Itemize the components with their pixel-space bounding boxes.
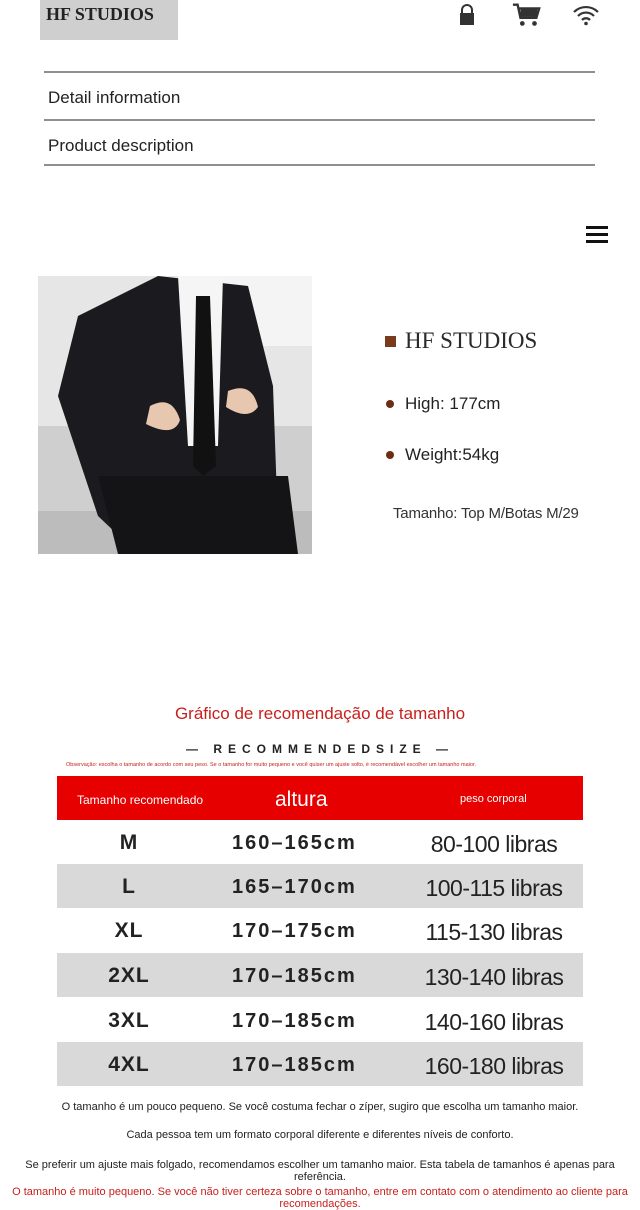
product-description-link[interactable]: Product description [48,136,194,155]
weight-cell: 140-160 libras [424,1009,564,1035]
table-row [57,1042,583,1086]
menu-icon[interactable] [586,226,608,244]
divider [44,164,595,166]
header-weight: peso corporal [460,793,527,805]
table-row [57,820,583,864]
size-cell: 4XL [108,1053,150,1076]
height-cell: 170–185cm [232,1054,357,1076]
square-bullet-icon [385,336,396,347]
header-height: altura [275,788,328,811]
size-cell: L [122,875,136,898]
size-note-warning: O tamanho é muito pequeno. Se você não tiver certeza sobre o tamanho, entre em contato com o atendimento ao cliente para recomendações. [12,1186,628,1210]
dot-bullet-icon [386,451,394,459]
height-cell: 165–170cm [232,876,357,898]
table-row [57,908,583,952]
dot-bullet-icon [386,400,394,408]
model-photo [38,276,312,554]
size-note: Se preferir um ajuste mais folgado, recomendamos escolher um tamanho maior. Esta tabela de tamanhos é apenas para referência. [25,1159,615,1183]
table-row [57,998,583,1042]
height-cell: 170–175cm [232,920,357,942]
cart-icon[interactable] [512,2,542,28]
size-note: O tamanho é um pouco pequeno. Se você costuma fechar o zíper, sugiro que escolha um tamanho maior. [61,1101,579,1113]
size-chart-title: Gráfico de recomendação de tamanho [174,704,466,723]
model-brand-label: HF STUDIOS [405,328,538,353]
weight-cell: 160-180 libras [424,1053,564,1079]
size-chart-observation: Observação: escolha o tamanho de acordo com seu peso. Se o tamanho for muito pequeno e você quiser um ajuste solto, é recomendável escolher um tamanho maior. [66,762,476,768]
table-row [57,953,583,997]
size-chart-subtitle: — RECOMMENDEDSIZE — [185,742,454,756]
weight-cell: 80-100 libras [430,831,558,857]
model-weight-text: Weight:54kg [405,445,500,464]
brand-name: HF STUDIOS [46,4,154,24]
weight-cell: 115-130 libras [425,919,563,945]
header-size: Tamanho recomendado [77,793,204,807]
size-note: Cada pessoa tem um formato corporal diferente e diferentes níveis de conforto. [126,1129,514,1141]
size-cell: 2XL [108,964,150,987]
detail-information-link[interactable]: Detail information [48,88,181,107]
size-cell: 3XL [108,1009,150,1032]
model-size: Tamanho: Top M/Botas M/29 [393,505,579,522]
wifi-icon[interactable] [571,2,601,28]
divider [44,119,595,121]
lock-icon[interactable] [452,2,482,28]
height-cell: 160–165cm [232,832,357,854]
height-cell: 170–185cm [232,965,357,987]
table-row [57,864,583,908]
weight-cell: 100-115 libras [425,875,563,901]
weight-cell: 130-140 libras [424,964,564,990]
brand-logo[interactable] [40,0,178,40]
divider [44,71,595,73]
model-brand [385,328,537,354]
size-table-header [57,776,583,820]
size-cell: XL [114,919,144,942]
model-weight [386,445,499,465]
height-cell: 170–185cm [232,1010,357,1032]
size-cell: M [119,831,139,854]
model-height [386,394,500,414]
model-height-text: High: 177cm [405,394,501,413]
